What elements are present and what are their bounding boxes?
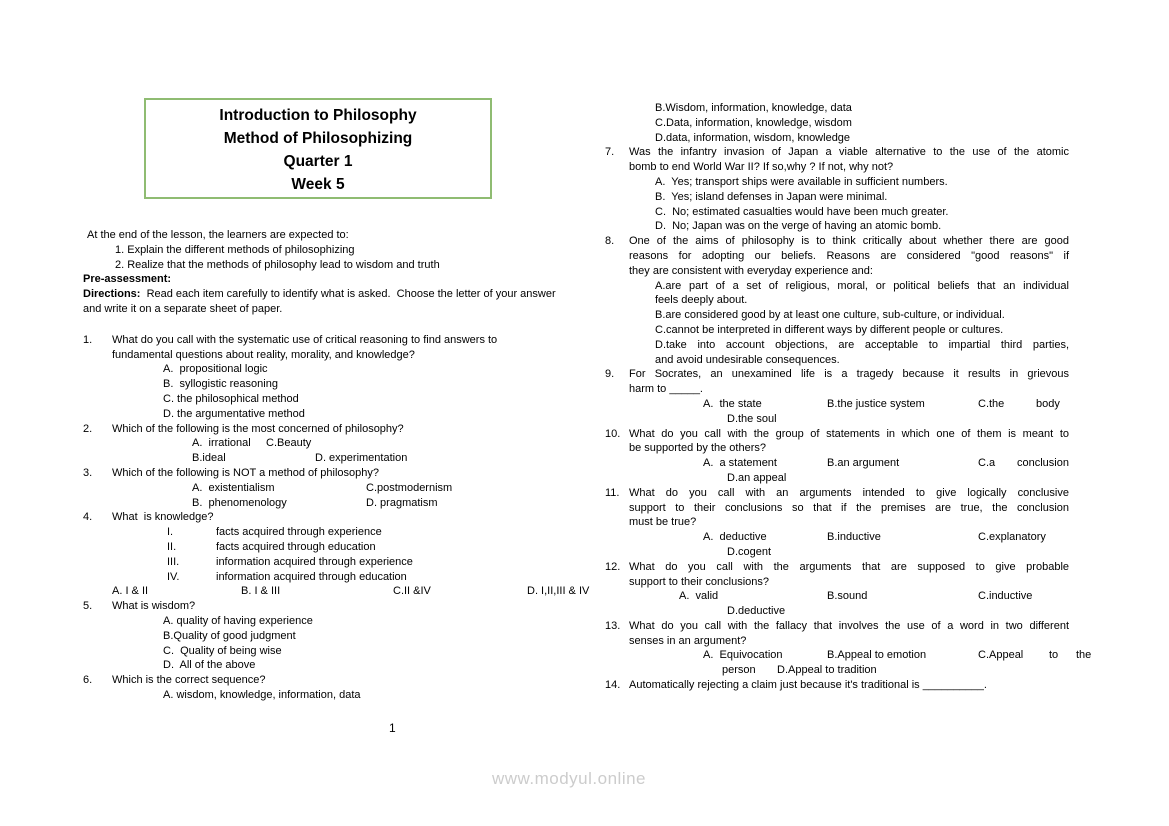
- options: [163, 614, 570, 673]
- question-text-line: What do you call with the arguments that are supposed to give probable: [629, 560, 1069, 573]
- question-text: [629, 234, 1069, 278]
- option-row: [112, 584, 590, 599]
- option-c: C.Beauty: [266, 437, 312, 450]
- roman-text: facts acquired through education: [216, 540, 376, 553]
- option-a: A. deductive: [703, 531, 767, 544]
- title-line: Introduction to Philosophy: [219, 107, 417, 124]
- objective-item: 1. Explain the different methods of philosophizing: [115, 243, 355, 256]
- question-number: 1.: [83, 333, 93, 346]
- watermark: www.modyul.online: [492, 769, 647, 788]
- option-d: D. the argumentative method: [163, 407, 305, 420]
- question-text-line: fundamental questions about reality, morality, and knowledge?: [112, 348, 415, 361]
- roman-label: IV.: [167, 570, 180, 583]
- option-b: B.inductive: [827, 531, 881, 544]
- option-c-part2: to: [1049, 649, 1059, 662]
- question-text-line: What do you call with the fallacy that involves the use of a word in two different: [629, 619, 1069, 632]
- option-c: C.inductive: [978, 590, 1033, 603]
- option-b: B.Appeal to emotion: [827, 649, 927, 662]
- objectives-list: [115, 243, 570, 273]
- question-10: [605, 427, 1069, 486]
- option-c: C.Data, information, knowledge, wisdom: [655, 116, 852, 129]
- right-column: [605, 101, 1092, 693]
- question-number: 12.: [605, 560, 621, 573]
- question-12: [605, 560, 1069, 619]
- page-number: 1: [389, 721, 396, 735]
- question-8: [605, 234, 1069, 367]
- question-number: 14.: [605, 679, 621, 692]
- option-d: D. I,II,III & IV: [527, 585, 590, 598]
- title-line: Quarter 1: [283, 153, 353, 170]
- roman-label: III.: [167, 555, 180, 568]
- question-text: [629, 145, 1069, 175]
- option-row: [629, 397, 1069, 412]
- option-c: C.the: [978, 397, 1005, 410]
- directions-label: Directions:: [83, 288, 141, 301]
- question-text-line: support to their conclusions?: [629, 575, 770, 588]
- question-text-line: harm to _____.: [629, 383, 703, 396]
- question-3: [83, 466, 570, 510]
- directions: [83, 287, 570, 317]
- roman-item: [112, 525, 570, 540]
- option-a: A. irrational: [192, 437, 251, 450]
- roman-item: [112, 570, 570, 585]
- question-number: 5.: [83, 600, 93, 613]
- question-9: [605, 367, 1069, 426]
- option-c-continued: person: [722, 664, 756, 677]
- option-d: D. experimentation: [315, 452, 408, 465]
- option-b: B.sound: [827, 590, 868, 603]
- question-text-line: support to their conclusions so that if the premises are true, the conclusion: [629, 501, 1069, 514]
- title-box: [144, 98, 492, 199]
- question-text-line: What do you call with the systematic use of critical reasoning to find answers to: [112, 333, 498, 346]
- question-text: [629, 367, 1069, 397]
- option-c: C. the philosophical method: [163, 392, 299, 405]
- question-text-line: bomb to end World War II? If so,why ? If not, why not?: [629, 161, 894, 174]
- option-b: B. I & III: [241, 585, 281, 598]
- option-b: B.Wisdom, information, knowledge, data: [655, 102, 852, 114]
- option-c-part2: body: [1036, 397, 1060, 410]
- option-a: A. a statement: [703, 457, 777, 470]
- question-number: 6.: [83, 674, 93, 687]
- question-text: Which is the correct sequence?: [112, 674, 266, 687]
- question-text-line: For Socrates, an unexamined life is a tragedy because it results in grievous: [629, 368, 1069, 381]
- option-row: [629, 530, 1069, 545]
- question-4: [83, 510, 590, 599]
- option-a: A. Yes; transport ships were available in sufficient numbers.: [655, 175, 948, 188]
- option-b: B.are considered good by at least one culture, sub-culture, or individual.: [655, 309, 1005, 322]
- option-b: B. Yes; island defenses in Japan were minimal.: [655, 190, 888, 203]
- question-5: [83, 599, 570, 673]
- option-row: [629, 545, 1069, 560]
- question-6: [83, 673, 570, 703]
- question-7: [605, 145, 1069, 234]
- question-text: What is wisdom?: [112, 600, 196, 613]
- left-column: [83, 228, 590, 703]
- question-number: 2.: [83, 422, 93, 435]
- option-line: and avoid undesirable consequences.: [655, 353, 840, 366]
- option-row: [629, 456, 1069, 471]
- question-number: 3.: [83, 466, 93, 479]
- question-text-line: Was the infantry invasion of Japan a viable alternative to the use of the atomic: [629, 146, 1069, 159]
- option-c: C.cannot be interpreted in different ways by different people or cultures.: [655, 323, 1004, 336]
- objectives-lead: At the end of the lesson, the learners are expected to:: [87, 229, 349, 241]
- option-a: A. existentialism: [192, 481, 275, 494]
- question-number: 7.: [605, 146, 615, 159]
- option-d: D.cogent: [727, 545, 772, 558]
- question-number: 10.: [605, 427, 621, 440]
- options: [163, 362, 570, 421]
- roman-item: [112, 540, 570, 555]
- option-c: C.II &IV: [393, 585, 431, 598]
- roman-item: [112, 555, 570, 570]
- question-number: 4.: [83, 511, 93, 524]
- option-a: A. I & II: [112, 585, 149, 598]
- options: [655, 175, 1069, 234]
- option-row: [629, 589, 1069, 604]
- option-b: B.an argument: [827, 457, 900, 470]
- option-a: A. propositional logic: [163, 363, 268, 376]
- option-a: A. the state: [703, 397, 762, 410]
- option-d: D. No; Japan was on the verge of having an atomic bomb.: [655, 220, 942, 233]
- option-d: [655, 338, 1069, 368]
- option-line: feels deeply about.: [655, 294, 748, 307]
- question-text-line: they are consistent with everyday experience and:: [629, 264, 873, 277]
- question-6-options-continued: [655, 101, 1069, 145]
- option-d: D.data, information, wisdom, knowledge: [655, 131, 851, 144]
- question-14: [605, 678, 1069, 693]
- option-a: A. wisdom, knowledge, information, data: [163, 688, 361, 701]
- roman-text: information acquired through experience: [216, 555, 413, 568]
- question-2: [83, 422, 570, 466]
- question-text-line: be supported by the others?: [629, 442, 766, 455]
- option-b: B.Quality of good judgment: [163, 629, 296, 642]
- option-b: B. phenomenology: [192, 496, 287, 509]
- option-c-part3: the: [1076, 649, 1092, 662]
- option-row: [112, 451, 570, 466]
- question-text: Which of the following is NOT a method of philosophy?: [112, 466, 379, 479]
- roman-label: I.: [167, 526, 174, 539]
- option-b: B. syllogistic reasoning: [163, 378, 278, 391]
- option-row: [112, 436, 570, 451]
- option-row: [629, 604, 1069, 619]
- spacer: [83, 317, 570, 333]
- question-text-line: What do you call with the group of statements in which one of them is meant to: [629, 427, 1069, 440]
- question-number: 11.: [605, 486, 620, 499]
- question-text-line: senses in an argument?: [629, 634, 747, 647]
- question-1: [83, 333, 570, 422]
- option-a: A. Equivocation: [703, 649, 783, 662]
- option-c: C.a: [978, 457, 996, 470]
- options: [163, 688, 570, 703]
- option-c: C.explanatory: [978, 531, 1046, 544]
- question-text: [629, 486, 1069, 530]
- option-a: A. valid: [679, 590, 719, 603]
- question-text: [629, 619, 1069, 649]
- objective-item: 2. Realize that the methods of philosophy lead to wisdom and truth: [115, 258, 440, 271]
- option-row: [629, 471, 1069, 486]
- question-text: [629, 427, 1069, 457]
- option-d: D. pragmatism: [366, 496, 438, 509]
- options: [655, 279, 1069, 368]
- pre-assessment-heading: Pre-assessment:: [83, 273, 172, 286]
- option-c: C.postmodernism: [366, 481, 453, 494]
- question-text: [629, 560, 1069, 590]
- question-text-line: reasons for adopting our beliefs. Reasons are considered "good reasons" if: [629, 249, 1069, 262]
- roman-label: II.: [167, 540, 177, 553]
- title-line: Week 5: [291, 176, 345, 193]
- option-row: [112, 481, 570, 496]
- option-d: D.Appeal to tradition: [777, 664, 877, 677]
- option-d: D. All of the above: [163, 659, 256, 672]
- question-number: 9.: [605, 368, 615, 381]
- option-row: [112, 496, 570, 511]
- option-c: C.Appeal: [978, 649, 1024, 662]
- title-line: Method of Philosophizing: [223, 130, 413, 147]
- option-d: D.deductive: [727, 605, 786, 618]
- option-c-part2: conclusion: [1017, 457, 1069, 470]
- option-row: [629, 412, 1069, 427]
- option-a: [655, 279, 1069, 309]
- question-number: 13.: [605, 619, 621, 632]
- option-c: C. No; estimated casualties would have been much greater.: [655, 205, 949, 218]
- question-text: What is knowledge?: [112, 511, 214, 524]
- question-number: 8.: [605, 235, 615, 248]
- option-a: A. quality of having experience: [163, 614, 313, 627]
- question-text: Which of the following is the most concerned of philosophy?: [112, 422, 404, 435]
- directions-text: Read each item carefully to identify what is asked. Choose the letter of your answer and write it on a separate sheet of paper.: [83, 288, 559, 315]
- question-13: [605, 619, 1092, 678]
- option-line: A.are part of a set of religious, moral, or political beliefs that an individual: [655, 279, 1069, 292]
- question-11: [605, 486, 1069, 560]
- option-c: C. Quality of being wise: [163, 644, 282, 657]
- option-b: B.the justice system: [827, 397, 925, 410]
- roman-text: facts acquired through experience: [216, 526, 382, 539]
- option-d: D.an appeal: [727, 471, 787, 484]
- option-row: [629, 663, 1069, 678]
- option-line: D.take into account objections, are acceptable to impartial third parties,: [655, 338, 1069, 351]
- option-d: D.the soul: [727, 412, 777, 425]
- question-text-line: must be true?: [629, 516, 697, 529]
- option-b: B.ideal: [192, 452, 226, 465]
- question-text-line: What do you call with an arguments intended to give logically conclusive: [629, 486, 1069, 499]
- question-text: [112, 333, 570, 363]
- roman-text: information acquired through education: [216, 570, 407, 583]
- option-row: [629, 648, 1092, 663]
- question-text-line: One of the aims of philosophy is to think critically about whether there are good: [629, 235, 1069, 248]
- question-text: Automatically rejecting a claim just because it's traditional is __________.: [629, 679, 987, 692]
